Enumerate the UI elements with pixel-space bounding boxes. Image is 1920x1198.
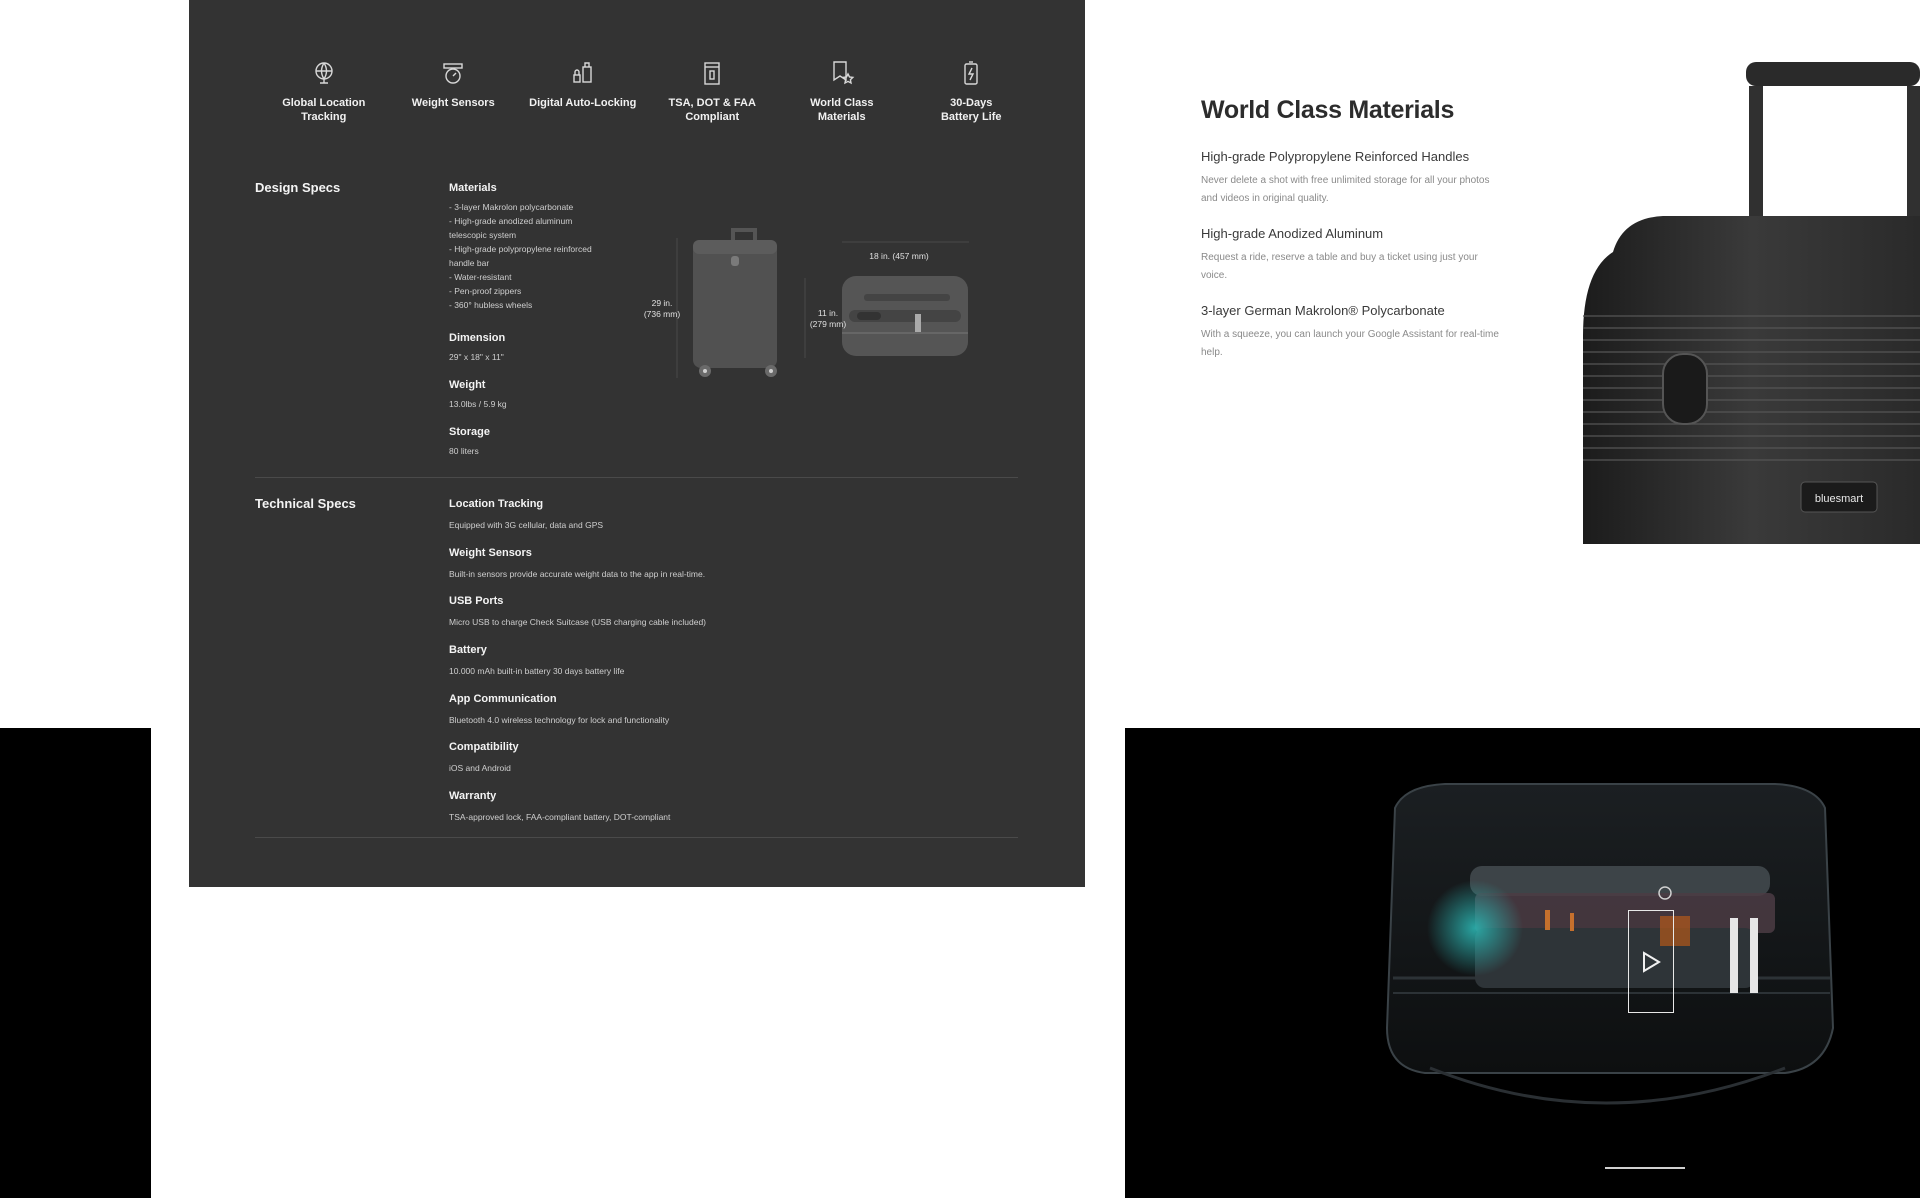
battery-icon bbox=[956, 58, 986, 88]
spec-materials-list bbox=[449, 200, 619, 312]
feature-label: Global Location Tracking bbox=[282, 97, 366, 123]
tech-spec-item bbox=[449, 644, 624, 678]
video-panel bbox=[1125, 728, 1920, 1198]
design-specs-title: Design Specs bbox=[255, 180, 341, 195]
tech-spec-item bbox=[449, 741, 519, 775]
feature-label: Weight Sensors bbox=[411, 97, 495, 109]
tech-spec-item bbox=[449, 498, 603, 532]
feature-icons-row bbox=[259, 58, 1039, 124]
spec-value: 29" x 18" x 11" bbox=[449, 352, 504, 362]
material-item bbox=[1201, 226, 1521, 285]
feature-global-location bbox=[259, 58, 389, 124]
spec-value: iOS and Android bbox=[449, 763, 511, 773]
dimension-height-label: 29 in. (736 mm) bbox=[643, 298, 681, 319]
globe-icon bbox=[309, 58, 339, 88]
feature-label: 30-Days Battery Life bbox=[940, 97, 1002, 123]
material-item bbox=[1201, 149, 1521, 208]
material-title: High-grade Anodized Aluminum bbox=[1201, 226, 1384, 241]
video-play-button[interactable] bbox=[1628, 910, 1674, 1013]
spec-line: telescopic system bbox=[449, 230, 517, 240]
spec-line: - High-grade anodized aluminum bbox=[449, 216, 573, 226]
dimension-width-label: 18 in. (457 mm) bbox=[869, 251, 929, 261]
material-description: Request a ride, reserve a table and buy a ticket using just your voice. bbox=[1201, 252, 1478, 281]
technical-specs-title: Technical Specs bbox=[255, 496, 356, 511]
spec-value: Built-in sensors provide accurate weight data to the app in real-time. bbox=[449, 569, 706, 579]
divider bbox=[255, 837, 1018, 838]
divider bbox=[255, 477, 1018, 478]
lock-icon bbox=[568, 58, 598, 88]
materials-section bbox=[1201, 96, 1521, 380]
material-description: Never delete a shot with free unlimited storage for all your photos and videos in original quality. bbox=[1201, 175, 1490, 204]
spec-name: Storage bbox=[449, 426, 490, 438]
spec-name: Battery bbox=[449, 644, 487, 656]
materials-heading: World Class Materials bbox=[1201, 96, 1455, 124]
material-title: 3-layer German Makrolon® Polycarbonate bbox=[1201, 303, 1445, 318]
tech-spec-item bbox=[449, 693, 669, 727]
tech-spec-item bbox=[449, 790, 670, 824]
scale-icon bbox=[438, 58, 468, 88]
spec-name: Location Tracking bbox=[449, 498, 544, 510]
suitcase-dimension-diagram bbox=[659, 218, 999, 383]
suitcase-photo bbox=[1583, 56, 1920, 544]
tech-spec-item bbox=[449, 547, 705, 581]
spec-dimension bbox=[449, 332, 619, 364]
spec-name: Weight Sensors bbox=[449, 547, 532, 559]
feature-label: TSA, DOT & FAA Compliant bbox=[668, 97, 756, 123]
spec-name: USB Ports bbox=[449, 595, 504, 607]
spec-name: Warranty bbox=[449, 790, 497, 802]
spec-line: - 3-layer Makrolon polycarbonate bbox=[449, 202, 574, 212]
feature-world-class-materials bbox=[777, 58, 907, 124]
feature-label: Digital Auto-Locking bbox=[529, 97, 637, 109]
spec-value: Equipped with 3G cellular, data and GPS bbox=[449, 520, 604, 530]
spec-line: - 360° hubless wheels bbox=[449, 300, 533, 310]
feature-weight-sensors bbox=[389, 58, 519, 124]
specs-panel bbox=[189, 0, 1085, 887]
spec-value: 13.0lbs / 5.9 kg bbox=[449, 399, 507, 409]
feature-tsa-compliant bbox=[648, 58, 778, 124]
suitcase-xray-image bbox=[1125, 728, 1920, 1198]
material-title: High-grade Polypropylene Reinforced Handles bbox=[1201, 149, 1470, 164]
spec-value: 10.000 mAh built-in battery 30 days battery life bbox=[449, 666, 625, 676]
feature-digital-locking bbox=[518, 58, 648, 124]
material-item bbox=[1201, 303, 1521, 362]
spec-storage bbox=[449, 426, 619, 458]
spec-value: TSA-approved lock, FAA-compliant battery, DOT-compliant bbox=[449, 812, 671, 822]
spec-name: Dimension bbox=[449, 332, 506, 344]
spec-name: App Communication bbox=[449, 693, 557, 705]
spec-materials bbox=[449, 182, 619, 312]
spec-value: Bluetooth 4.0 wireless technology for lock and functionality bbox=[449, 715, 670, 725]
star-badge-icon bbox=[827, 58, 857, 88]
dimension-depth-label: 11 in. (279 mm) bbox=[809, 308, 847, 329]
brand-tag: bluesmart bbox=[1814, 493, 1864, 505]
spec-weight bbox=[449, 379, 619, 411]
tech-spec-item bbox=[449, 595, 706, 629]
spec-name: Weight bbox=[449, 379, 486, 391]
spec-line: handle bar bbox=[449, 258, 490, 268]
spec-name: Compatibility bbox=[449, 741, 519, 753]
play-icon bbox=[1639, 950, 1663, 974]
spec-line: - High-grade polypropylene reinforced bbox=[449, 244, 592, 254]
feature-battery-life bbox=[907, 58, 1037, 124]
spec-line: - Water-resistant bbox=[449, 272, 512, 282]
spec-value: 80 liters bbox=[449, 446, 479, 456]
material-description: With a squeeze, you can launch your Google Assistant for real-time help. bbox=[1201, 329, 1499, 358]
spec-line: - Pen-proof zippers bbox=[449, 286, 522, 296]
spec-name: Materials bbox=[449, 182, 497, 194]
spec-value: Micro USB to charge Check Suitcase (USB charging cable included) bbox=[449, 617, 707, 627]
feature-label: World Class Materials bbox=[810, 97, 874, 123]
shield-check-icon bbox=[697, 58, 727, 88]
black-background-left bbox=[0, 728, 151, 1198]
